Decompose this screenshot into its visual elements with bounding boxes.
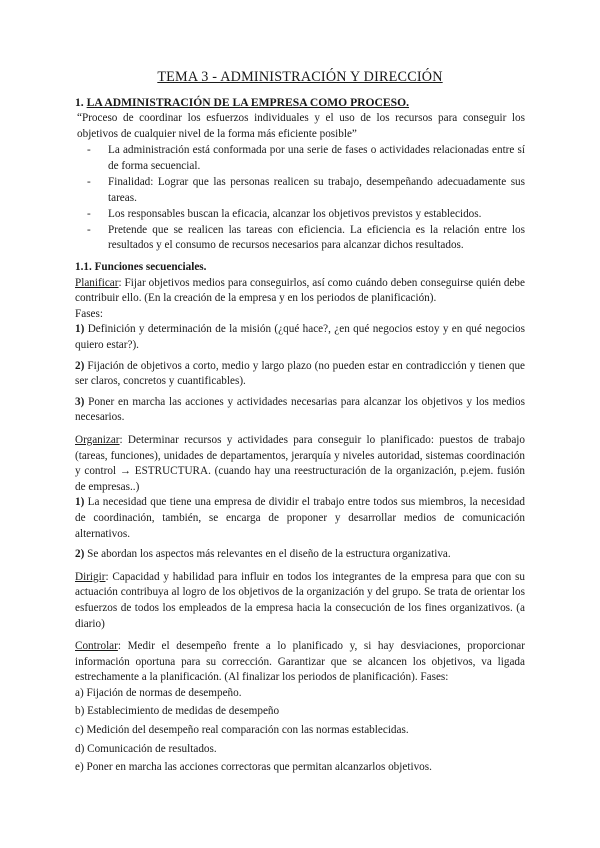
section-title: LA ADMINISTRACIÓN DE LA EMPRESA COMO PROCESO. bbox=[86, 95, 410, 109]
dirigir-paragraph bbox=[75, 570, 525, 632]
section-heading bbox=[75, 95, 525, 111]
organizar-paragraph bbox=[75, 433, 525, 495]
subsection-heading: 1.1. Funciones secuenciales. bbox=[75, 261, 207, 274]
controlar-paragraph bbox=[75, 639, 525, 686]
dirigir-term: Dirigir bbox=[75, 570, 106, 583]
planificar-fases: Fases: bbox=[75, 307, 103, 320]
bullet-item: - Pretende que se realicen las tareas con eficiencia. La eficiencia es la relación entre los resultados y el consumo de recursos necesarios para alcanzar dichos resultados. bbox=[87, 223, 525, 254]
document-page bbox=[75, 70, 525, 776]
item-text: La necesidad que tiene una empresa de dividir el trabajo entre todos sus miembros, la necesidad de coordinación, también, se encarga de proponer y desarrollar medios de comunicación alternativos. bbox=[75, 496, 525, 540]
planificar-item bbox=[75, 395, 525, 426]
item-number: 1) bbox=[75, 496, 85, 509]
phase-item: d) Comunicación de resultados. bbox=[75, 742, 217, 755]
organizar-item bbox=[75, 547, 525, 563]
phase-item: c) Medición del desempeño real comparación con las normas establecidas. bbox=[75, 724, 409, 737]
planificar-text: : Fijar objetivos medios para conseguirlos, así como cuándo deben conseguirse quién debe contribuir ello. (En la creación de la empresa y en los periodos de planificación). bbox=[75, 276, 525, 305]
page-title: TEMA 3 - ADMINISTRACIÓN Y DIRECCIÓN bbox=[157, 69, 443, 85]
controlar-text: : Medir el desempeño frente a lo planificado y, si hay desviaciones, proporcionar información oportuna para su corrección. Garantizar que se alcancen los objetivos, va ligada estrechamente a la planificación. (Al finalizar los periodos de planificación). Fases: bbox=[75, 640, 525, 684]
item-number: 3) bbox=[75, 395, 85, 408]
item-number: 1) bbox=[75, 323, 85, 336]
phase-item: a) Fijación de normas de desempeño. bbox=[75, 686, 242, 699]
phase-item: e) Poner en marcha las acciones correctoras que permitan alcanzarlos objetivos. bbox=[75, 761, 432, 774]
controlar-term: Controlar bbox=[75, 640, 118, 653]
definition-quote: “Proceso de coordinar los esfuerzos individuales y el uso de los recursos para conseguir los objetivos de cualquier nivel de la forma más eficiente posible” bbox=[77, 112, 525, 140]
controlar-phase-list bbox=[75, 686, 525, 776]
item-number: 2) bbox=[75, 548, 85, 561]
bullet-item: - La administración está conformada por una serie de fases o actividades relacionadas entre sí de forma secuencial. bbox=[87, 143, 525, 174]
item-text: Se abordan los aspectos más relevantes en el diseño de la estructura organizativa. bbox=[84, 548, 451, 561]
item-number: 2) bbox=[75, 359, 85, 372]
bullet-item: - Los responsables buscan la eficacia, alcanzar los objetivos previstos y establecidos. bbox=[87, 207, 525, 223]
planificar-item bbox=[75, 359, 525, 390]
item-text: Definición y determinación de la misión (¿qué hace?, ¿en qué negocios estoy y en qué negocios quiero estar?). bbox=[75, 323, 525, 351]
organizar-term: Organizar bbox=[75, 433, 120, 446]
section-number: 1. bbox=[75, 95, 84, 109]
organizar-item bbox=[75, 495, 525, 542]
bullet-list bbox=[75, 143, 525, 254]
planificar-paragraph bbox=[75, 276, 525, 307]
planificar-term: Planificar bbox=[75, 276, 119, 289]
item-text: Poner en marcha las acciones y actividades necesarias para alcanzar los objetivos y los medios necesarios. bbox=[75, 395, 525, 424]
organizar-text: : Determinar recursos y actividades para conseguir lo planificado: puestos de trabajo (tareas, funciones), unidades de departamentos, jerarquía y niveles autoridad, sistemas coordinación y control → ESTRUCTURA. (cuando hay una reestructuración de la organización, p.ejem. fusión de empresas..) bbox=[75, 433, 525, 493]
phase-item: b) Establecimiento de medidas de desempeño bbox=[75, 705, 280, 718]
dirigir-text: : Capacidad y habilidad para influir en todos los integrantes de la empresa para que con su actuación contribuya al logro de los objetivos de la organización y del grupo. Se trata de orientar los esfuerzos de todos los empleados de la empresa hacia la consecución de los fines organizativos. (a diario) bbox=[75, 570, 525, 630]
bullet-item: - Finalidad: Lograr que las personas realicen su trabajo, desempeñando adecuadamente sus tareas. bbox=[87, 175, 525, 206]
item-text: Fijación de objetivos a corto, medio y largo plazo (no pueden estar en contradicción y tienen que ser claros, concretos y cuantificables). bbox=[75, 359, 525, 388]
planificar-item bbox=[75, 322, 525, 353]
